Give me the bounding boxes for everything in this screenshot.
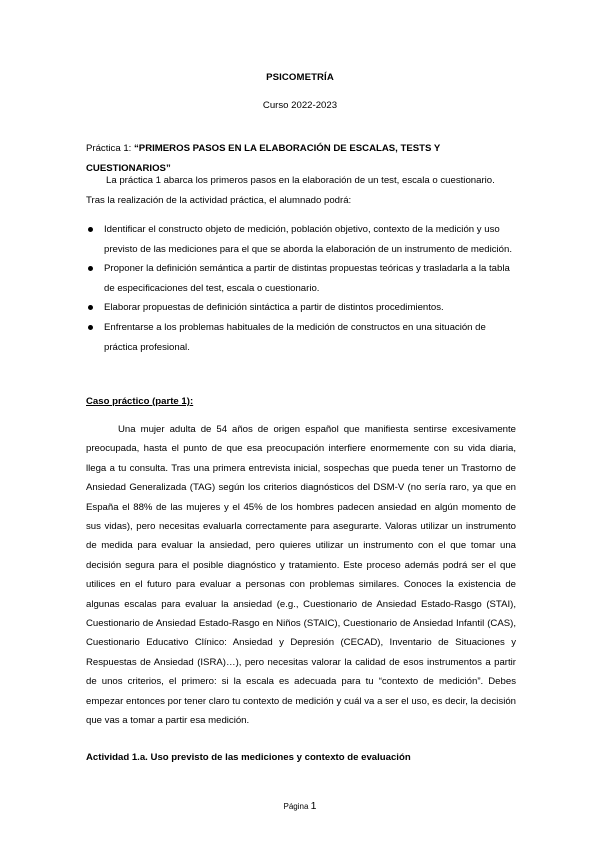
objectives-list bbox=[86, 220, 516, 357]
practice-intro: La práctica 1 abarca los primeros pasos en la elaboración de un test, escala o cuestionario. Tras la realización de la actividad práctica, el alumnado podrá: bbox=[86, 175, 495, 206]
bullet-icon bbox=[88, 325, 93, 330]
case-paragraph: Una mujer adulta de 54 años de origen español que manifiesta sentirse excesivamente preocupada, hasta el punto de que esa preocupación interfiere enormemente con su vida diaria, llega a tu consulta. Tras una primera entrevista inicial, sospechas que pueda tener un Trastorno de Ansiedad Generalizada (TAG) según los criterios diagnósticos del DSM-V (no sería raro, ya que en España el 88% de las mujeres y el 45% de los hombres padecen ansiedad en algún momento de sus vidas), pero necesitas evaluarla correctamente para asegurarte. Valoras utilizar un instrumento de medida para evaluar la ansiedad, pero quieres utilizar un instrumento con el que tomar una decisión segura para el posible diagnóstico y tratamiento. Este proceso además podrá ser el que utilices en el futuro para evaluar a personas con problemas similares. Conoces la existencia de algunas escalas para evaluar la ansiedad (e.g., Cuestionario de Ansiedad Estado-Rasgo (STAI), Cuestionario de Ansiedad Estado-Rasgo en Niños (STAIC), Cuestionario de Ansiedad Infantil (CAS), Cuestionario Educativo Clínico: Ansiedad y Depresión (CECAD), Inventario de Situaciones y Respuestas de Ansiedad (ISRA)…), pero necesitas valorar la calidad de esos instrumentos a partir de unos criterios, el primero: si la escala es adecuada para tu “contexto de medición”. Debes empezar entonces por tener claro tu contexto de medición y cuál va a ser el uso, es decir, la decisión que vas a tomar a partir esa medición. bbox=[86, 424, 516, 727]
course-year: Curso 2022-2023 bbox=[262, 100, 338, 111]
document-title: PSICOMETRÍA bbox=[266, 72, 334, 83]
list-item bbox=[86, 220, 516, 259]
bullet-icon bbox=[88, 305, 93, 310]
list-item bbox=[86, 318, 516, 357]
objective-text: Identificar el constructo objeto de medición, población objetivo, contexto de la medición y uso previsto de las mediciones para el que se aborda la elaboración de un instrumento de medición. bbox=[104, 224, 512, 255]
bullet-icon bbox=[88, 227, 93, 232]
practice-prefix: Práctica 1: bbox=[86, 143, 134, 154]
objective-text: Enfrentarse a los problemas habituales de la medición de constructos en una situación de práctica profesional. bbox=[104, 321, 486, 353]
objective-text: Elaborar propuestas de definición sintáctica a partir de distintos procedimientos. bbox=[104, 302, 444, 314]
page-footer bbox=[0, 800, 600, 812]
practice-title: “PRIMEROS PASOS EN LA ELABORACIÓN DE ESCALAS, TESTS Y CUESTIONARIOS” bbox=[86, 143, 441, 174]
list-item bbox=[86, 298, 516, 318]
bullet-icon bbox=[88, 266, 93, 271]
case-heading: Caso práctico (parte 1): bbox=[86, 396, 194, 407]
activity-heading: Actividad 1.a. Uso previsto de las mediciones y contexto de evaluación bbox=[86, 752, 411, 763]
page-number: 1 bbox=[310, 800, 317, 812]
objective-text: Proponer la definición semántica a partir de distintas propuestas teóricas y trasladarla a la tabla de especificaciones del test, escala o cuestionario. bbox=[104, 263, 510, 294]
page-label: Página bbox=[283, 802, 309, 811]
list-item bbox=[86, 259, 516, 298]
